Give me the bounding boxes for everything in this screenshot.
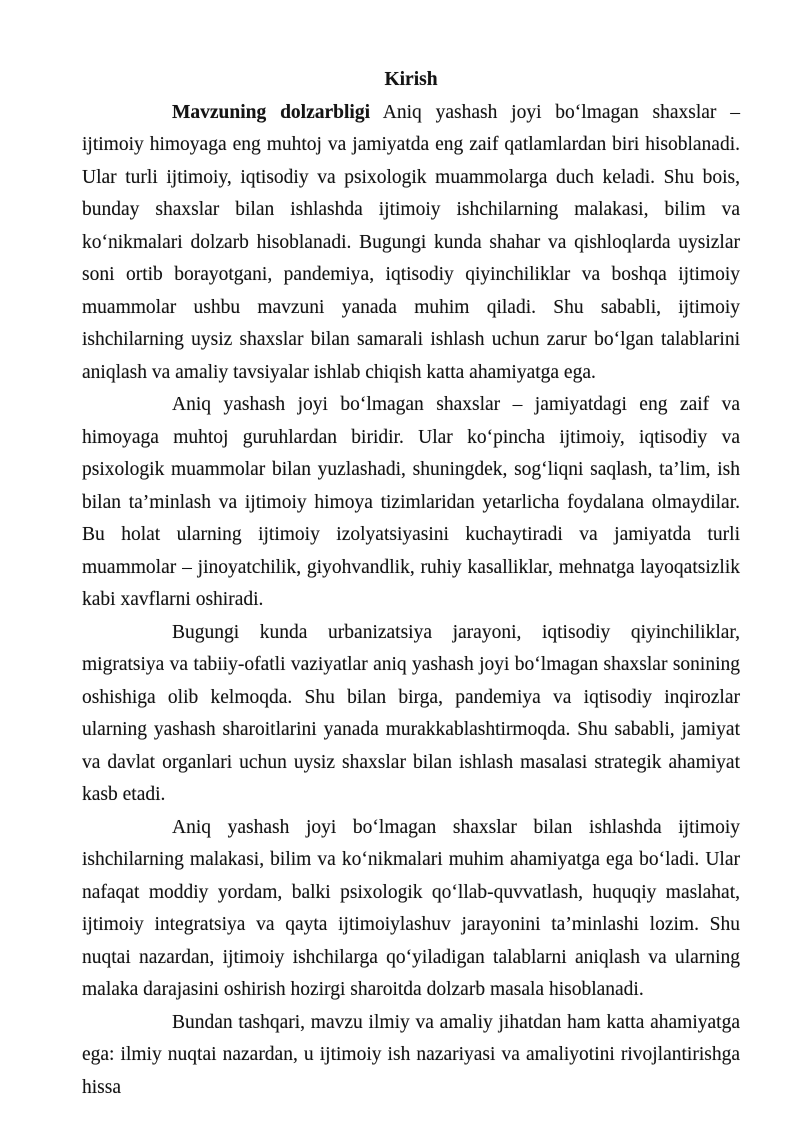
page-title: Kirish bbox=[384, 69, 438, 90]
paragraph bbox=[82, 97, 740, 390]
paragraph bbox=[82, 1007, 740, 1105]
paragraph bbox=[82, 617, 740, 812]
paragraph bbox=[82, 389, 740, 617]
paragraph bbox=[82, 812, 740, 1007]
paragraph-text: Bugungi kunda urbanizatsiya jarayoni, iqtisodiy qiyinchiliklar, migratsiya va tabiiy-ofatli vaziyatlar aniq yashash joyi bo‘lmagan shaxslar sonining oshishiga olib kelmoqda. Shu bilan birga, pandemiya va iqtisodiy inqirozlar ularning yashash sharoitlarini yanada murakkablashtirmoqda. Shu sababli, jamiyat va davlat organlari uchun uysiz shaxslar bilan ishlash masalasi strategik ahamiyat kasb etadi. bbox=[82, 621, 740, 805]
paragraph-text: Aniq yashash joyi bo‘lmagan shaxslar – jamiyatdagi eng zaif va himoyaga muhtoj guruhlardan biridir. Ular ko‘pincha ijtimoiy, iqtisodiy va psixologik muammolar bilan yuzlashadi, shuningdek, sog‘liqni saqlash, ta’lim, ish bilan ta’minlash va ijtimoiy himoya tizimlaridan yetarlicha foydalana olmaydilar. Bu holat ularning ijtimoiy izolyatsiyasini kuchaytiradi va jamiyatda turli muammolar – jinoyatchilik, giyohvandlik, ruhiy kasalliklar, mehnatga layoqatsizlik kabi xavflarni oshiradi. bbox=[82, 394, 740, 610]
paragraph-text: Bundan tashqari, mavzu ilmiy va amaliy jihatdan ham katta ahamiyatga ega: ilmiy nuqtai nazardan, u ijtimoiy ish nazariyasi va amaliyotini rivojlantirishga hissa bbox=[82, 1011, 740, 1098]
paragraph-text: Aniq yashash joyi bo‘lmagan shaxslar bilan ishlashda ijtimoiy ishchilarning malakasi, bilim va ko‘nikmalari muhim ahamiyatga ega bo‘ladi. Ular nafaqat moddiy yordam, balki psixologik qo‘llab-quvvatlash, huquqiy maslahat, ijtimoiy integratsiya va qayta ijtimoiylashuv jarayonini ta’minlashi lozim. Shu nuqtai nazardan, ijtimoiy ishchilarga qo‘yiladigan talablarni aniqlash va ularning malaka darajasini oshirish hozirgi sharoitda dolzarb masala hisoblanadi. bbox=[82, 816, 740, 1000]
paragraph-text: Aniq yashash joyi bo‘lmagan shaxslar – ijtimoiy himoyaga eng muhtoj va jamiyatda eng zaif qatlamlardan biri hisoblanadi. Ular turli ijtimoiy, iqtisodiy va psixologik muammolarga duch keladi. Shu bois, bunday shaxslar bilan ishlashda ijtimoiy ishchilarning malakasi, bilim va ko‘nikmalari dolzarb hisoblanadi. Bugungi kunda shahar va qishloqlarda uysizlar soni ortib borayotgani, pandemiya, iqtisodiy qiyinchiliklar va boshqa ijtimoiy muammolar ushbu mavzuni yanada muhim qiladi. Shu sababli, ijtimoiy ishchilarning uysiz shaxslar bilan samarali ishlash uchun zarur bo‘lgan talablarini aniqlash va amaliy tavsiyalar ishlab chiqish katta ahamiyatga ega. bbox=[82, 101, 740, 383]
paragraph-lead-bold: Mavzuning dolzarbligi bbox=[172, 101, 371, 123]
